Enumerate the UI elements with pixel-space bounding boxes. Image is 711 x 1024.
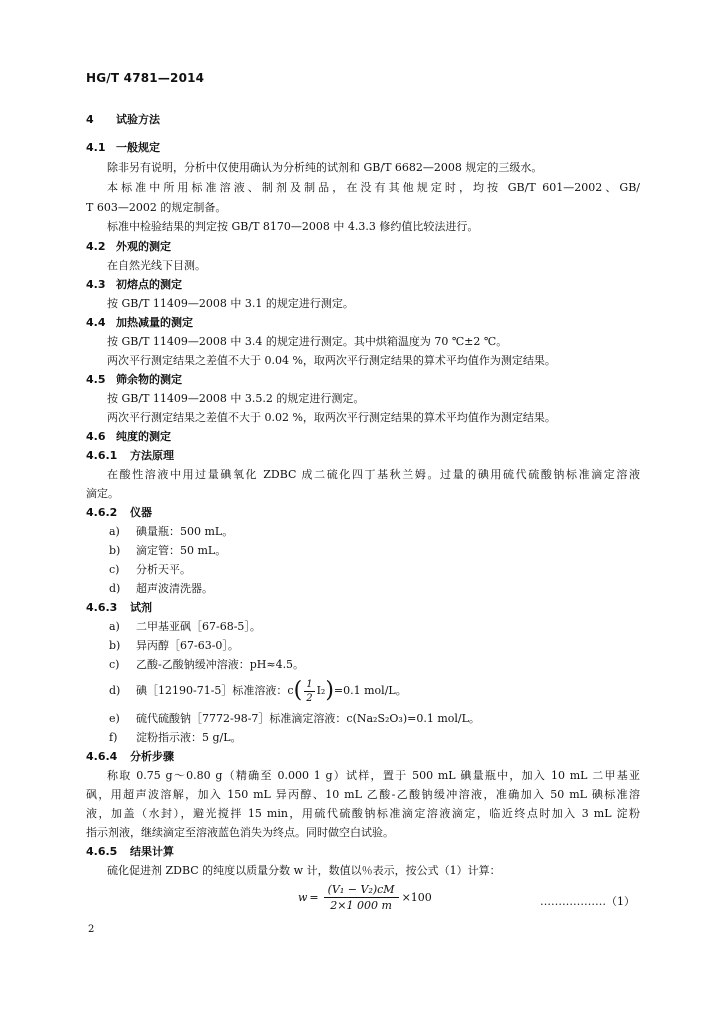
list-item	[109, 582, 213, 596]
fraction-numerator: 1	[306, 678, 313, 690]
section-4-3-heading	[86, 278, 182, 292]
section-title: 试验方法	[116, 113, 160, 126]
section-number: 4.6.5	[86, 845, 118, 858]
list-marker: b)	[109, 544, 121, 557]
paragraph: 两次平行测定结果之差值不大于 0.04 %，取两次平行测定结果的算术平均值作为测定结果。	[107, 354, 556, 367]
section-title: 初熔点的测定	[116, 278, 182, 291]
paragraph-continuation: T 603—2002 的规定制备。	[86, 201, 227, 214]
list-item-iodine	[109, 678, 407, 704]
section-title: 结果计算	[130, 845, 174, 858]
section-4-heading	[86, 113, 160, 127]
list-item	[109, 731, 242, 745]
paragraph: 除非另有说明，分析中仅使用确认为分析纯的试剂和 GB/T 6682—2008 规定的三级水。	[107, 161, 543, 174]
paragraph-continuation: 液，加盖（水封），避光搅拌 15 min，用硫代硫酸钠标准滴定溶液滴定，临近终点时加入 3 mL 淀粉	[86, 807, 640, 820]
section-title: 仪器	[130, 506, 152, 519]
equation-number: ………………（1）	[540, 895, 635, 908]
paragraph: 在自然光线下目测。	[107, 259, 206, 272]
section-4-6-heading	[86, 430, 171, 444]
list-marker: e)	[109, 712, 120, 725]
list-marker: d)	[109, 684, 121, 697]
section-4-6-4-heading	[86, 750, 174, 764]
list-text: 滴定管：50 mL。	[136, 544, 227, 557]
close-paren: )	[325, 678, 334, 703]
formula-lhs: w	[298, 891, 308, 904]
list-marker: b)	[109, 639, 121, 652]
formula-denominator: 2×1 000 m	[330, 899, 392, 912]
paragraph: 称取 0.75 g～0.80 g（精确至 0.000 1 g）试样，置于 500 mL 碘量瓶中，加入 10 mL 二甲基亚	[107, 769, 640, 782]
standard-code-header: HG/T 4781—2014	[86, 71, 205, 85]
section-number: 4.6.1	[86, 449, 118, 462]
section-number: 4.3	[86, 278, 106, 291]
fraction	[304, 679, 314, 704]
section-number: 4.1	[86, 141, 106, 154]
formula-numerator: (V₁ − V₂)cM	[324, 883, 399, 898]
section-title: 纯度的测定	[116, 430, 171, 443]
section-title: 方法原理	[130, 449, 174, 462]
paragraph-continuation: 滴定。	[86, 487, 119, 500]
list-item	[109, 658, 304, 672]
paragraph: 按 GB/T 11409—2008 中 3.4 的规定进行测定。其中烘箱温度为 70 ℃±2 ℃。	[107, 335, 508, 348]
paragraph: 本标准中所用标准溶液、制剂及制品，在没有其他规定时，均按 GB/T 601—2002、GB/	[107, 181, 640, 194]
section-title: 加热减量的测定	[116, 316, 193, 329]
formula-equals: =	[309, 891, 319, 904]
section-title: 一般规定	[116, 141, 160, 154]
section-number: 4.4	[86, 316, 106, 329]
list-text: 超声波清洗器。	[136, 582, 213, 595]
list-item	[109, 525, 233, 539]
list-text: 碘［12190-71-5］标准溶液：c	[136, 684, 294, 697]
list-text-tail: =0.1 mol/L。	[333, 684, 407, 697]
list-marker: a)	[109, 620, 120, 633]
list-text: 淀粉指示液：5 g/L。	[136, 731, 242, 744]
paragraph-continuation: 指示剂液，继续滴定至溶液蓝色消失为终点。同时做空白试验。	[86, 826, 394, 839]
list-text: 二甲基亚砜［67-68-5］。	[136, 620, 261, 633]
list-item	[109, 639, 239, 653]
paragraph: 标准中检验结果的判定按 GB/T 8170—2008 中 4.3.3 修约值比较法进行。	[107, 220, 479, 233]
section-4-1-heading	[86, 141, 160, 155]
section-number: 4.2	[86, 240, 106, 253]
paragraph-continuation: 砜，用超声波溶解，加入 150 mL 异丙醇、10 mL 乙酸-乙酸钠缓冲溶液，准确加入 50 mL 碘标准溶	[86, 788, 640, 801]
list-text: 异丙醇［67-63-0］。	[136, 639, 239, 652]
paragraph: 按 GB/T 11409—2008 中 3.5.2 的规定进行测定。	[107, 392, 365, 405]
open-paren: (	[293, 678, 303, 703]
formula-term: I₂	[316, 684, 326, 697]
section-number: 4.5	[86, 373, 106, 386]
list-text: 硫代硫酸钠［7772-98-7］标准滴定溶液：c(Na₂S₂O₃)=0.1 mol/L。	[136, 712, 480, 725]
list-item	[109, 544, 226, 558]
paragraph: 在酸性溶液中用过量碘氧化 ZDBC 成二硫化四丁基秋兰姆。过量的碘用硫代硫酸钠标准滴定溶液	[107, 468, 640, 481]
paragraph: 按 GB/T 11409—2008 中 3.1 的规定进行测定。	[107, 297, 354, 310]
list-marker: c)	[109, 658, 120, 671]
list-marker: a)	[109, 525, 120, 538]
list-marker: c)	[109, 563, 120, 576]
section-number: 4.6.4	[86, 750, 118, 763]
list-text: 乙酸-乙酸钠缓冲溶液：pH≈4.5。	[136, 658, 305, 671]
paragraph: 硫化促进剂 ZDBC 的纯度以质量分数 w 计，数值以％表示，按公式（1）计算：	[107, 864, 501, 877]
section-4-6-2-heading	[86, 506, 152, 520]
list-item	[109, 620, 261, 634]
section-number: 4.6.2	[86, 506, 118, 519]
fraction-denominator: 2	[306, 692, 313, 704]
section-number: 4	[86, 113, 94, 126]
section-4-6-5-heading	[86, 845, 174, 859]
section-title: 试剂	[130, 601, 152, 614]
list-marker: f)	[109, 731, 118, 744]
section-number: 4.6	[86, 430, 106, 443]
section-4-5-heading	[86, 373, 182, 387]
list-text: 分析天平。	[136, 563, 191, 576]
list-item	[109, 712, 480, 726]
formula-multiplier: ×100	[401, 891, 432, 904]
section-4-6-1-heading	[86, 449, 174, 463]
section-4-6-3-heading	[86, 601, 152, 615]
list-text: 碘量瓶：500 mL。	[136, 525, 234, 538]
list-marker: d)	[109, 582, 121, 595]
formula-1	[298, 883, 432, 912]
paragraph: 两次平行测定结果之差值不大于 0.02 %，取两次平行测定结果的算术平均值作为测定结果。	[107, 411, 556, 424]
list-item	[109, 563, 191, 577]
section-title: 分析步骤	[130, 750, 174, 763]
section-4-2-heading	[86, 240, 171, 254]
formula-fraction	[324, 883, 399, 912]
section-number: 4.6.3	[86, 601, 118, 614]
section-4-4-heading	[86, 316, 193, 330]
section-title: 外观的测定	[116, 240, 171, 253]
page-number: 2	[88, 924, 95, 935]
section-title: 筛余物的测定	[116, 373, 182, 386]
